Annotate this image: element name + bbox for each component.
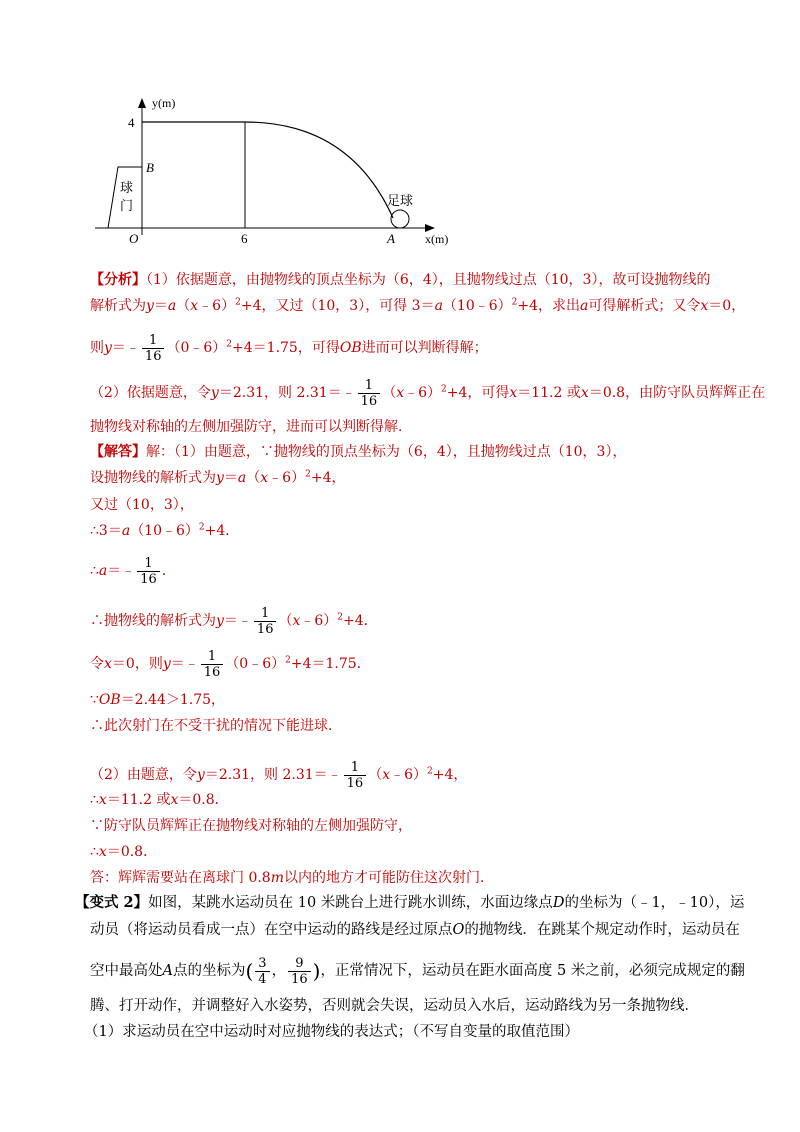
fraction bbox=[142, 333, 165, 364]
t: +4，可得 bbox=[446, 385, 510, 401]
var-y: y bbox=[216, 470, 224, 486]
t: 点的坐标为 bbox=[172, 963, 246, 979]
t: ﹣6） bbox=[268, 470, 306, 486]
t: +4＝1.75，可得 bbox=[232, 340, 340, 356]
point-b-label: B bbox=[146, 160, 154, 175]
t: ＝0.8，由防守队员辉辉正在 bbox=[588, 385, 766, 401]
goal-label-1: 球 bbox=[120, 181, 134, 196]
t: ＝ bbox=[153, 298, 168, 314]
y-tick-4: 4 bbox=[128, 115, 135, 130]
t: +4． bbox=[343, 613, 378, 629]
t: 动员（将运动员看成一点）在空中运动的路线是经过原点 bbox=[90, 922, 453, 938]
exponent: 2 bbox=[198, 522, 205, 533]
paren-left: ( bbox=[245, 959, 254, 983]
exponent: 2 bbox=[441, 384, 447, 395]
t: +4． bbox=[204, 523, 240, 539]
t: ＝11.2 或 bbox=[517, 385, 581, 401]
frac-den: 16 bbox=[140, 571, 157, 587]
exponent: 2 bbox=[511, 297, 518, 308]
figure-svg bbox=[95, 90, 465, 260]
trajectory-curve bbox=[142, 122, 393, 218]
t: 可得解析式；又令 bbox=[588, 298, 701, 314]
t: （0﹣6） bbox=[225, 656, 286, 672]
origin-label: O bbox=[129, 231, 139, 246]
var-x: x bbox=[190, 298, 199, 314]
t: ∴抛物线的解析式为 bbox=[90, 613, 216, 629]
fraction bbox=[137, 556, 160, 587]
frac-num: 3 bbox=[255, 956, 269, 972]
x-axis-label: x(m) bbox=[425, 232, 449, 246]
t: （ bbox=[246, 470, 261, 486]
frac-num: 1 bbox=[254, 606, 277, 622]
t: 如图，某跳水运动员在 10 米跳台上进行跳水训练，水面边缘点 bbox=[148, 895, 553, 911]
t: ﹣6） bbox=[300, 613, 338, 629]
solution-line-1 bbox=[90, 442, 626, 462]
t: ∵ bbox=[90, 692, 99, 708]
exponent: 2 bbox=[285, 655, 291, 666]
variant-line-4: 腾、打开动作，并调整好入水姿势，否则就会失误，运动员入水后，运动路线为另一条抛物线． bbox=[90, 998, 699, 1014]
frac-den: 16 bbox=[203, 664, 221, 680]
var-x: x bbox=[382, 767, 391, 783]
t: ＝11.2 或 bbox=[106, 792, 171, 808]
t: 设抛物线的解析式为 bbox=[90, 470, 216, 486]
var-y: y bbox=[210, 385, 219, 401]
var-y: y bbox=[216, 613, 224, 629]
t: ＝2.31，则 2.31＝﹣ bbox=[204, 767, 342, 783]
variant-line-1 bbox=[75, 893, 744, 913]
solution-line-6 bbox=[90, 603, 378, 639]
t: 令 bbox=[90, 656, 104, 672]
analysis-line-5: 抛物线对称轴的左侧加强防守，进而可以判断得解． bbox=[90, 419, 412, 435]
var-y: y bbox=[196, 767, 205, 783]
t: （ bbox=[278, 613, 293, 629]
var-a: a bbox=[237, 470, 247, 486]
var-x: x bbox=[700, 298, 709, 314]
solution-line-8 bbox=[90, 690, 225, 710]
t: （ bbox=[176, 298, 191, 314]
fraction bbox=[254, 606, 277, 637]
solution-line-14 bbox=[90, 868, 494, 888]
t: ＝ bbox=[223, 470, 238, 486]
fraction bbox=[201, 649, 224, 680]
t: ＝2.44＞1.75， bbox=[120, 692, 226, 708]
t: ＝﹣ bbox=[111, 340, 140, 356]
analysis-line-1 bbox=[90, 270, 710, 290]
paren-right: ) bbox=[312, 959, 321, 983]
t: ∴3＝ bbox=[90, 523, 122, 539]
fraction bbox=[358, 378, 381, 409]
x-axis-arrow bbox=[425, 224, 435, 232]
t: （2）由题意，令 bbox=[90, 767, 197, 783]
goal-frame bbox=[108, 167, 142, 228]
t: 的坐标为（﹣1，﹣10），运 bbox=[564, 895, 745, 911]
t: ﹣6） bbox=[198, 298, 236, 314]
var-x: x bbox=[580, 385, 589, 401]
solution-line-13 bbox=[90, 842, 157, 862]
t: ＝0.8． bbox=[178, 792, 229, 808]
t: 解析式为 bbox=[90, 298, 146, 314]
frac-den: 4 bbox=[258, 971, 267, 987]
solution-line-12: ∵防守队员辉辉正在抛物线对称轴的左侧加强防守， bbox=[90, 818, 412, 834]
variant-line-3 bbox=[90, 953, 745, 989]
t: ＝0.8． bbox=[106, 844, 158, 860]
t: ＝2.31，则 2.31＝﹣ bbox=[218, 385, 356, 401]
var-ob: OB bbox=[339, 340, 362, 356]
t: ﹣6） bbox=[404, 385, 442, 401]
t: +4，求出 bbox=[517, 298, 581, 314]
var-y: y bbox=[146, 298, 154, 314]
frac-num: 1 bbox=[358, 378, 381, 394]
t: 空中最高处 bbox=[90, 963, 163, 979]
solution-line-10 bbox=[90, 757, 467, 793]
t: +4， bbox=[310, 470, 346, 486]
t: +4， bbox=[432, 767, 468, 783]
var-a: a bbox=[167, 298, 177, 314]
analysis-line-2 bbox=[90, 296, 745, 316]
t: 的抛物线．在跳某个规定动作时，运动员在 bbox=[464, 922, 740, 938]
t: （2）依据题意，令 bbox=[90, 385, 211, 401]
solution-line-3: 又过（10，3）， bbox=[90, 497, 194, 513]
t: （ bbox=[368, 767, 383, 783]
t: 解：（1）由题意，∵抛物线的顶点坐标为（6，4），且抛物线过点（10，3）， bbox=[146, 444, 627, 460]
t: ﹣6） bbox=[390, 767, 428, 783]
x-tick-6: 6 bbox=[241, 231, 248, 246]
exponent: 2 bbox=[337, 612, 344, 623]
frac-num: 1 bbox=[201, 649, 224, 665]
frac-den: 16 bbox=[346, 775, 364, 791]
var-x: x bbox=[260, 470, 269, 486]
t: （0﹣6） bbox=[166, 340, 227, 356]
var-a: a bbox=[434, 298, 443, 314]
exponent: 2 bbox=[427, 766, 433, 777]
exponent: 2 bbox=[226, 339, 233, 350]
frac-den: 16 bbox=[256, 621, 274, 637]
y-axis-arrow bbox=[138, 98, 146, 108]
solution-line-4 bbox=[90, 521, 239, 541]
t: （10﹣6） bbox=[130, 523, 199, 539]
t: ， bbox=[271, 963, 287, 979]
solution-tag: 【解答】 bbox=[90, 444, 146, 460]
analysis-tag: 【分析】 bbox=[90, 272, 146, 288]
solution-line-2 bbox=[90, 468, 345, 488]
exponent: 2 bbox=[305, 469, 311, 480]
ball-icon bbox=[391, 210, 409, 228]
var-o: O bbox=[452, 922, 465, 938]
analysis-line-4 bbox=[90, 375, 765, 411]
var-ob: OB bbox=[98, 692, 121, 708]
t: （ bbox=[382, 385, 397, 401]
t: ＝0， bbox=[708, 298, 746, 314]
exponent: 2 bbox=[235, 297, 241, 308]
var-x: x bbox=[292, 613, 301, 629]
var-d: D bbox=[552, 895, 565, 911]
frac-num: 1 bbox=[137, 556, 160, 572]
t: ＝﹣ bbox=[223, 613, 252, 629]
t: ∴ bbox=[90, 844, 99, 860]
t: ，正常情况下，运动员在距水面高度 5 米之前，必须完成规定的翻 bbox=[320, 963, 745, 979]
frac-num: 1 bbox=[344, 760, 367, 776]
var-a: a bbox=[121, 523, 131, 539]
solution-line-9: ∴此次射门在不受干扰的情况下能进球． bbox=[90, 718, 342, 734]
goal-label-2: 门 bbox=[120, 199, 134, 214]
variant-line-2 bbox=[90, 920, 740, 940]
var-y: y bbox=[104, 340, 112, 356]
frac-num: 1 bbox=[142, 333, 165, 349]
parabola-figure bbox=[95, 90, 465, 260]
t: 进而可以判断得解； bbox=[361, 340, 488, 356]
t: +4＝1.75． bbox=[290, 656, 371, 672]
fraction-3-4 bbox=[255, 956, 269, 987]
y-axis-label: y(m) bbox=[152, 96, 176, 110]
var-x: x bbox=[170, 792, 179, 808]
t: ∴ bbox=[90, 792, 99, 808]
var-x: x bbox=[509, 385, 518, 401]
frac-den: 16 bbox=[144, 348, 162, 364]
t: ． bbox=[161, 563, 176, 579]
t: ＝0，则 bbox=[111, 656, 163, 672]
frac-den: 16 bbox=[360, 393, 378, 409]
ball-label: 足球 bbox=[387, 194, 414, 209]
t: ＝﹣ bbox=[107, 563, 136, 579]
var-a: a bbox=[98, 563, 108, 579]
var-y: y bbox=[162, 656, 171, 672]
var-x: x bbox=[104, 656, 112, 672]
var-m: m bbox=[270, 870, 284, 886]
fraction bbox=[344, 760, 367, 791]
solution-line-11 bbox=[90, 790, 229, 810]
t: ＝﹣ bbox=[170, 656, 199, 672]
variant-line-5: （1）求运动员在空中运动时对应抛物线的表达式；（不写自变量的取值范围） bbox=[84, 1024, 579, 1040]
var-x: x bbox=[98, 844, 107, 860]
t: ∴ bbox=[90, 563, 99, 579]
frac-den: 16 bbox=[291, 971, 308, 987]
t: 以内的地方才可能防住这次射门． bbox=[284, 870, 494, 886]
variant-tag: 【变式 2】 bbox=[75, 894, 149, 911]
var-x: x bbox=[396, 385, 405, 401]
t: +4，又过（10，3），可得 3＝ bbox=[240, 298, 435, 314]
var-x: x bbox=[98, 792, 107, 808]
var-a: A bbox=[162, 963, 173, 979]
var-a: a bbox=[580, 298, 589, 314]
point-a-label: A bbox=[387, 231, 395, 246]
fraction-9-16 bbox=[288, 956, 311, 987]
frac-num: 9 bbox=[288, 956, 311, 972]
solution-line-5 bbox=[90, 553, 176, 589]
t: 则 bbox=[90, 340, 104, 356]
analysis-line-3 bbox=[90, 330, 488, 366]
solution-line-7 bbox=[90, 646, 371, 682]
t: 答：辉辉需要站在离球门 0.8 bbox=[90, 870, 271, 886]
analysis-text: （1）依据题意，由抛物线的顶点坐标为（6，4），且抛物线过点（10，3），故可设抛物线的 bbox=[146, 272, 711, 288]
t: （10﹣6） bbox=[442, 298, 512, 314]
